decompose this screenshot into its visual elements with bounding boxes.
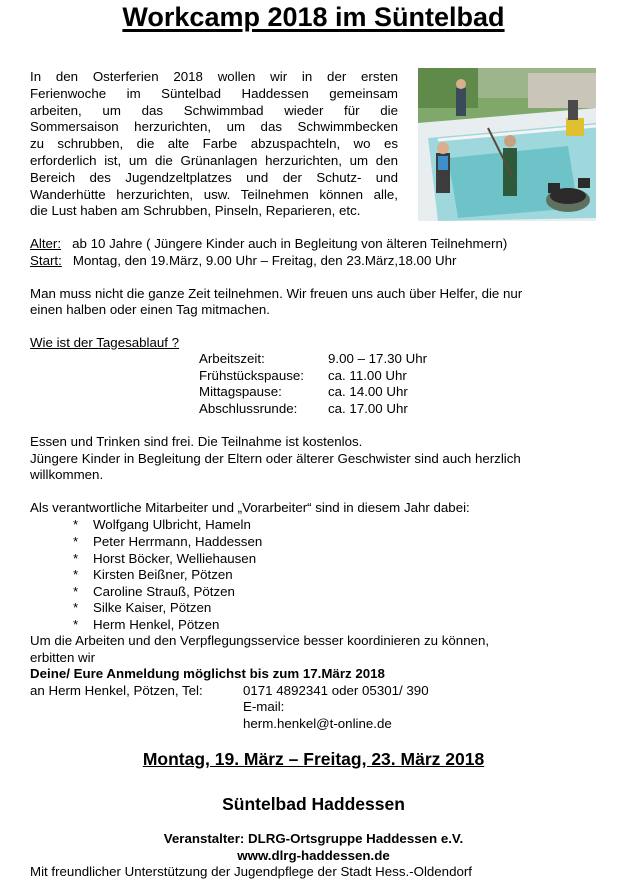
intro-line: arbeiten, um das Schwimmbad wieder für die — [30, 102, 398, 118]
staff-member: Wolfgang Ulbricht, Hameln — [93, 517, 251, 532]
contact-email: herm.henkel@t-online.de — [243, 716, 392, 731]
bullet: * — [73, 617, 79, 632]
food-line: Jüngere Kinder in Begleitung der Eltern oder älterer Geschwister sind auch herzlich — [30, 451, 521, 466]
email-label: E-mail: — [243, 699, 285, 714]
intro-line: die Lust haben am Schrubben, Pinseln, Reparieren, etc. — [30, 203, 361, 219]
staff-heading: Als verantwortliche Mitarbeiter und „Vorarbeiter“ sind in diesem Jahr dabei: — [30, 500, 470, 515]
event-dates: Montag, 19. März – Freitag, 23. März 2018 — [142, 749, 485, 769]
contact-prefix: an Herm Henkel, Pötzen, Tel: — [30, 683, 203, 698]
intro-line: erforderlich ist, um die Grünanlagen herzurichten, um den — [30, 152, 398, 168]
participation-line: einen halben oder einen Tag mitmachen. — [30, 302, 271, 317]
schedule-label: Frühstückspause: — [199, 368, 304, 383]
intro-line: zu schrubben, die alte Farbe abzuspachteln, wo es — [30, 136, 398, 152]
staff-member: Silke Kaiser, Pötzen — [93, 600, 212, 615]
registration-line: Um die Arbeiten und den Verpflegungsservice besser koordinieren zu können, — [30, 633, 490, 648]
bullet: * — [73, 534, 79, 549]
bullet: * — [73, 551, 79, 566]
page-title: Workcamp 2018 im Süntelbad — [122, 2, 505, 32]
intro-line: Ferienwoche im Süntelbad Haddessen gemeinsam — [30, 85, 398, 101]
start-text: Montag, den 19.März, 9.00 Uhr – Freitag, den 23.März,18.00 Uhr — [72, 253, 457, 268]
registration-deadline: Deine/ Eure Anmeldung möglichst bis zum 17.März 2018 — [30, 666, 385, 681]
age-label: Alter: — [30, 236, 62, 251]
bullet: * — [73, 600, 79, 615]
bullet: * — [73, 584, 79, 599]
schedule-label: Abschlussrunde: — [199, 401, 298, 416]
age-text: ab 10 Jahre ( Jüngere Kinder auch in Begleitung von älteren Teilnehmern) — [72, 236, 508, 251]
staff-member: Peter Herrmann, Haddessen — [93, 534, 263, 549]
staff-member: Kirsten Beißner, Pötzen — [93, 567, 233, 582]
pool-cleaning-photo — [418, 68, 596, 221]
schedule-label: Arbeitszeit: — [199, 351, 265, 366]
contact-phone: 0171 4892341 oder 05301/ 390 — [243, 683, 429, 698]
age-line — [30, 236, 507, 253]
venue-name: Süntelbad Haddessen — [222, 794, 405, 814]
participation-line: Man muss nicht die ganze Zeit teilnehmen. Wir freuen uns auch über Helfer, die nur — [30, 286, 523, 301]
schedule-value: ca. 17.00 Uhr — [328, 401, 408, 416]
support-note: Mit freundlicher Unterstützung der Jugendpflege der Stadt Hess.-Oldendorf — [30, 864, 472, 879]
schedule-value: ca. 11.00 Uhr — [328, 368, 407, 383]
schedule-value: 9.00 – 17.30 Uhr — [328, 351, 428, 366]
staff-member: Herm Henkel, Pötzen — [93, 617, 220, 632]
staff-member: Horst Böcker, Welliehausen — [93, 551, 257, 566]
schedule-heading: Wie ist der Tagesablauf ? — [30, 335, 180, 350]
intro-line: Sommersaison herzurichten, um das Schwimmbecken — [30, 119, 398, 135]
intro-line: Wanderhütte herzurichten, usw. Teilnehmen können alle, — [30, 186, 398, 202]
food-line: willkommen. — [30, 467, 104, 482]
intro-paragraph — [30, 69, 398, 220]
intro-line: Bereich des Jugendzeltplatzes und der Schutz- und — [30, 169, 398, 185]
start-line — [30, 253, 456, 270]
registration-line: erbitten wir — [30, 650, 96, 665]
schedule-label: Mittagspause: — [199, 384, 282, 399]
staff-member: Caroline Strauß, Pötzen — [93, 584, 235, 599]
intro-line: In den Osterferien 2018 wollen wir in der ersten — [30, 69, 398, 84]
organizer: Veranstalter: DLRG-Ortsgruppe Haddessen e.V. — [163, 831, 464, 846]
website: www.dlrg-haddessen.de — [237, 848, 390, 863]
schedule-value: ca. 14.00 Uhr — [328, 384, 408, 399]
start-label: Start: — [30, 253, 62, 268]
food-line: Essen und Trinken sind frei. Die Teilnahme ist kostenlos. — [30, 434, 363, 449]
bullet: * — [73, 567, 79, 582]
bullet: * — [73, 517, 79, 532]
